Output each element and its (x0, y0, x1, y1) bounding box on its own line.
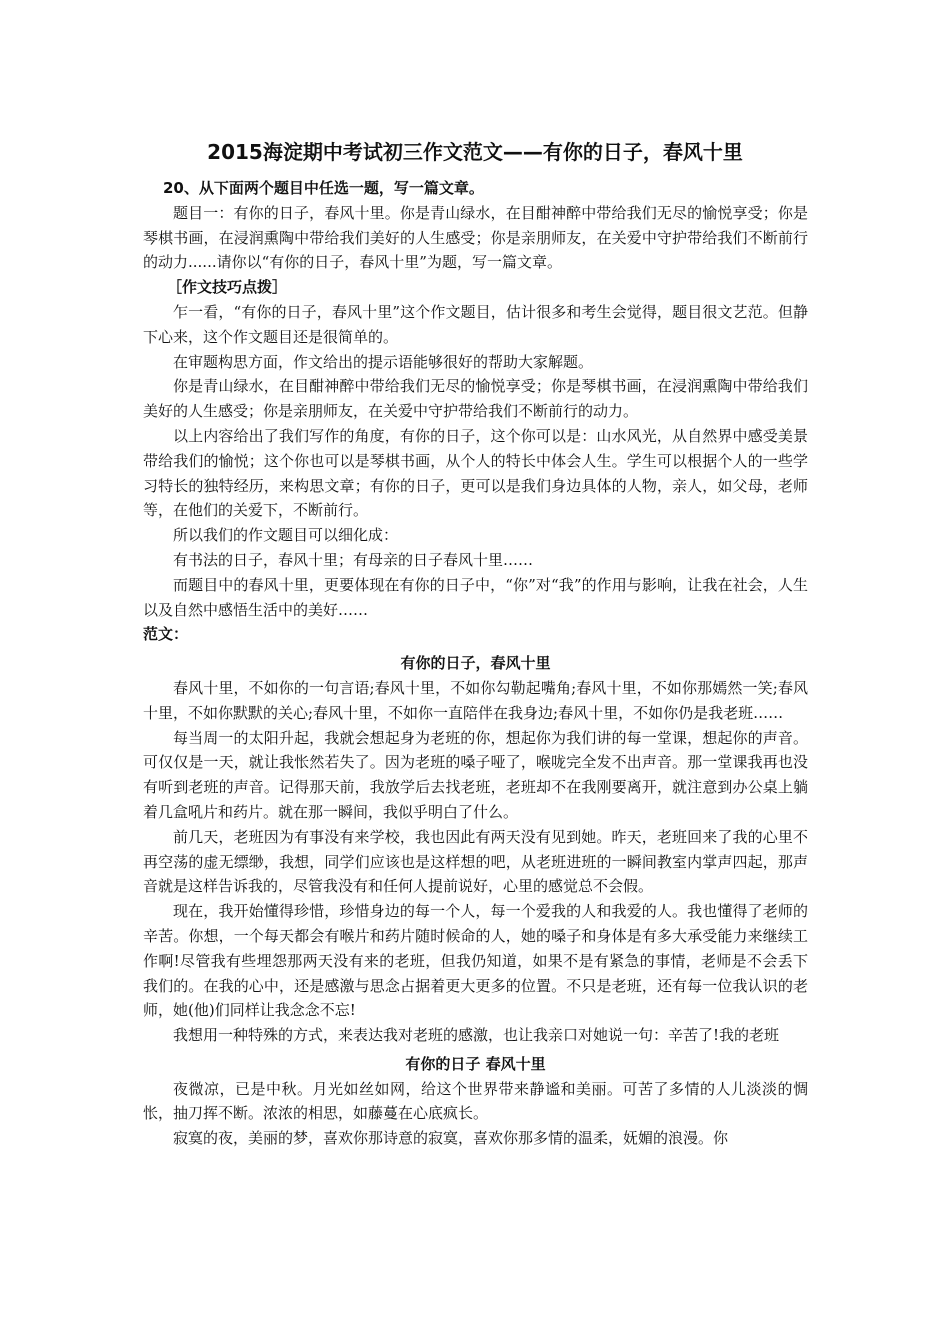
document-body (143, 176, 808, 1151)
tip-paragraph: 在审题构思方面，作文给出的提示语能够很好的帮助大家解题。 (173, 352, 594, 371)
topic-paragraph: 题目一：有你的日子，春风十里。你是青山绿水，在目酣神醉中带给我们无尽的愉悦享受；你是琴棋书画，在浸润熏陶中带给我们美好的人生感受；你是亲朋师友，在关爱中守护带给我们不断前行的动力......请你以“有你的日子，春风十里”为题，写一篇文章。 (143, 203, 808, 272)
tip-paragraph: 乍一看，“有你的日子，春风十里”这个作文题目，估计很多和考生会觉得，题目很文艺范。但静下心来，这个作文题目还是很简单的。 (143, 302, 808, 346)
tip-paragraph: 以上内容给出了我们写作的角度，有你的日子，这个你可以是：山水风光，从自然界中感受美景带给我们的愉悦；这个你也可以是琴棋书画，从个人的特长中体会人生。学生可以根据个人的一些学习特长的独特经历，来构思文章；有你的日子，更可以是我们身边具体的人物，亲人，如父母，老师等，在他们的关爱下，不断前行。 (143, 426, 808, 520)
essay-paragraph: 每当周一的太阳升起，我就会想起身为老班的你，想起你为我们讲的每一堂课，想起你的声音。可仅仅是一天，就让我怅然若失了。因为老班的嗓子哑了，喉咙完全发不出声音。那一堂课我再也没有听到老班的声音。记得那天前，我放学后去找老班，老班却不在我刚要离开，就注意到办公桌上躺着几盒吼片和药片。就在那一瞬间，我似乎明白了什么。 (143, 728, 808, 821)
essay-paragraph: 我想用一种特殊的方式，来表达我对老班的感激，也让我亲口对她说一句：辛苦了!我的老班 (173, 1026, 780, 1045)
question-prompt: 20、从下面两个题目中任选一题，写一篇文章。 (163, 179, 484, 197)
essay-paragraph: 现在，我开始懂得珍惜，珍惜身边的每一个人，每一个爱我的人和我爱的人。我也懂得了老师的辛苦。你想，一个每天都会有喉片和药片随时候命的人，她的嗓子和身体是有多大承受能力来继续工作啊!尽管我有些埋怨那两天没有来的老班，但我仍知道，如果不是有紧急的事情，老师是不会丢下我们的。在我的心中，还是感激与思念占据着更大更多的位置。不只是老班，还有每一位我认识的老师，她(他)们同样让我念念不忘! (143, 902, 808, 1020)
essay-paragraph: 寂寞的夜，美丽的梦，喜欢你那诗意的寂寞，喜欢你那多情的温柔，妩媚的浪漫。你 (173, 1129, 729, 1148)
tip-paragraph: 所以我们的作文题目可以细化成： (173, 526, 399, 545)
sample-label: 范文： (143, 625, 189, 644)
essay-title: 有你的日子，春风十里 (400, 654, 551, 673)
essay-paragraph: 夜微凉，已是中秋。月光如丝如网，给这个世界带来静谧和美丽。可苦了多情的人儿淡淡的惆怅，抽刀挥不断。浓浓的相思，如藤蔓在心底疯长。 (143, 1079, 808, 1123)
essay-paragraph: 春风十里，不如你的一句言语;春风十里，不如你勾勒起嘴角;春风十里，不如你那嫣然一笑;春风十里，不如你默默的关心;春风十里，不如你一直陪伴在我身边;春风十里，不如你仍是我老班…… (143, 678, 808, 722)
essay-paragraph: 前几天，老班因为有事没有来学校，我也因此有两天没有见到她。昨天，老班回来了我的心里不再空荡的虚无缥缈，我想，同学们应该也是这样想的吧，从老班进班的一瞬间教室内掌声四起，那声音就是这样告诉我的，尽管我没有和任何人提前说好，心里的感觉总不会假。 (143, 827, 808, 896)
tips-heading: ［作文技巧点拨］ (167, 278, 288, 297)
essay-title: 有你的日子 春风十里 (405, 1054, 546, 1073)
tip-paragraph: 你是青山绿水，在目酣神醉中带给我们无尽的愉悦享受；你是琴棋书画，在浸润熏陶中带给我们美好的人生感受；你是亲朋师友，在关爱中守护带给我们不断前行的动力。 (143, 377, 808, 421)
tip-paragraph: 而题目中的春风十里，更要体现在有你的日子中，“你”对“我”的作用与影响，让我在社会，人生以及自然中感悟生活中的美好…… (143, 575, 808, 619)
tip-paragraph: 有书法的日子，春风十里；有母亲的日子春风十里…… (173, 550, 534, 569)
document-title: 2015海淀期中考试初三作文范文——有你的日子，春风十里 (207, 140, 743, 164)
